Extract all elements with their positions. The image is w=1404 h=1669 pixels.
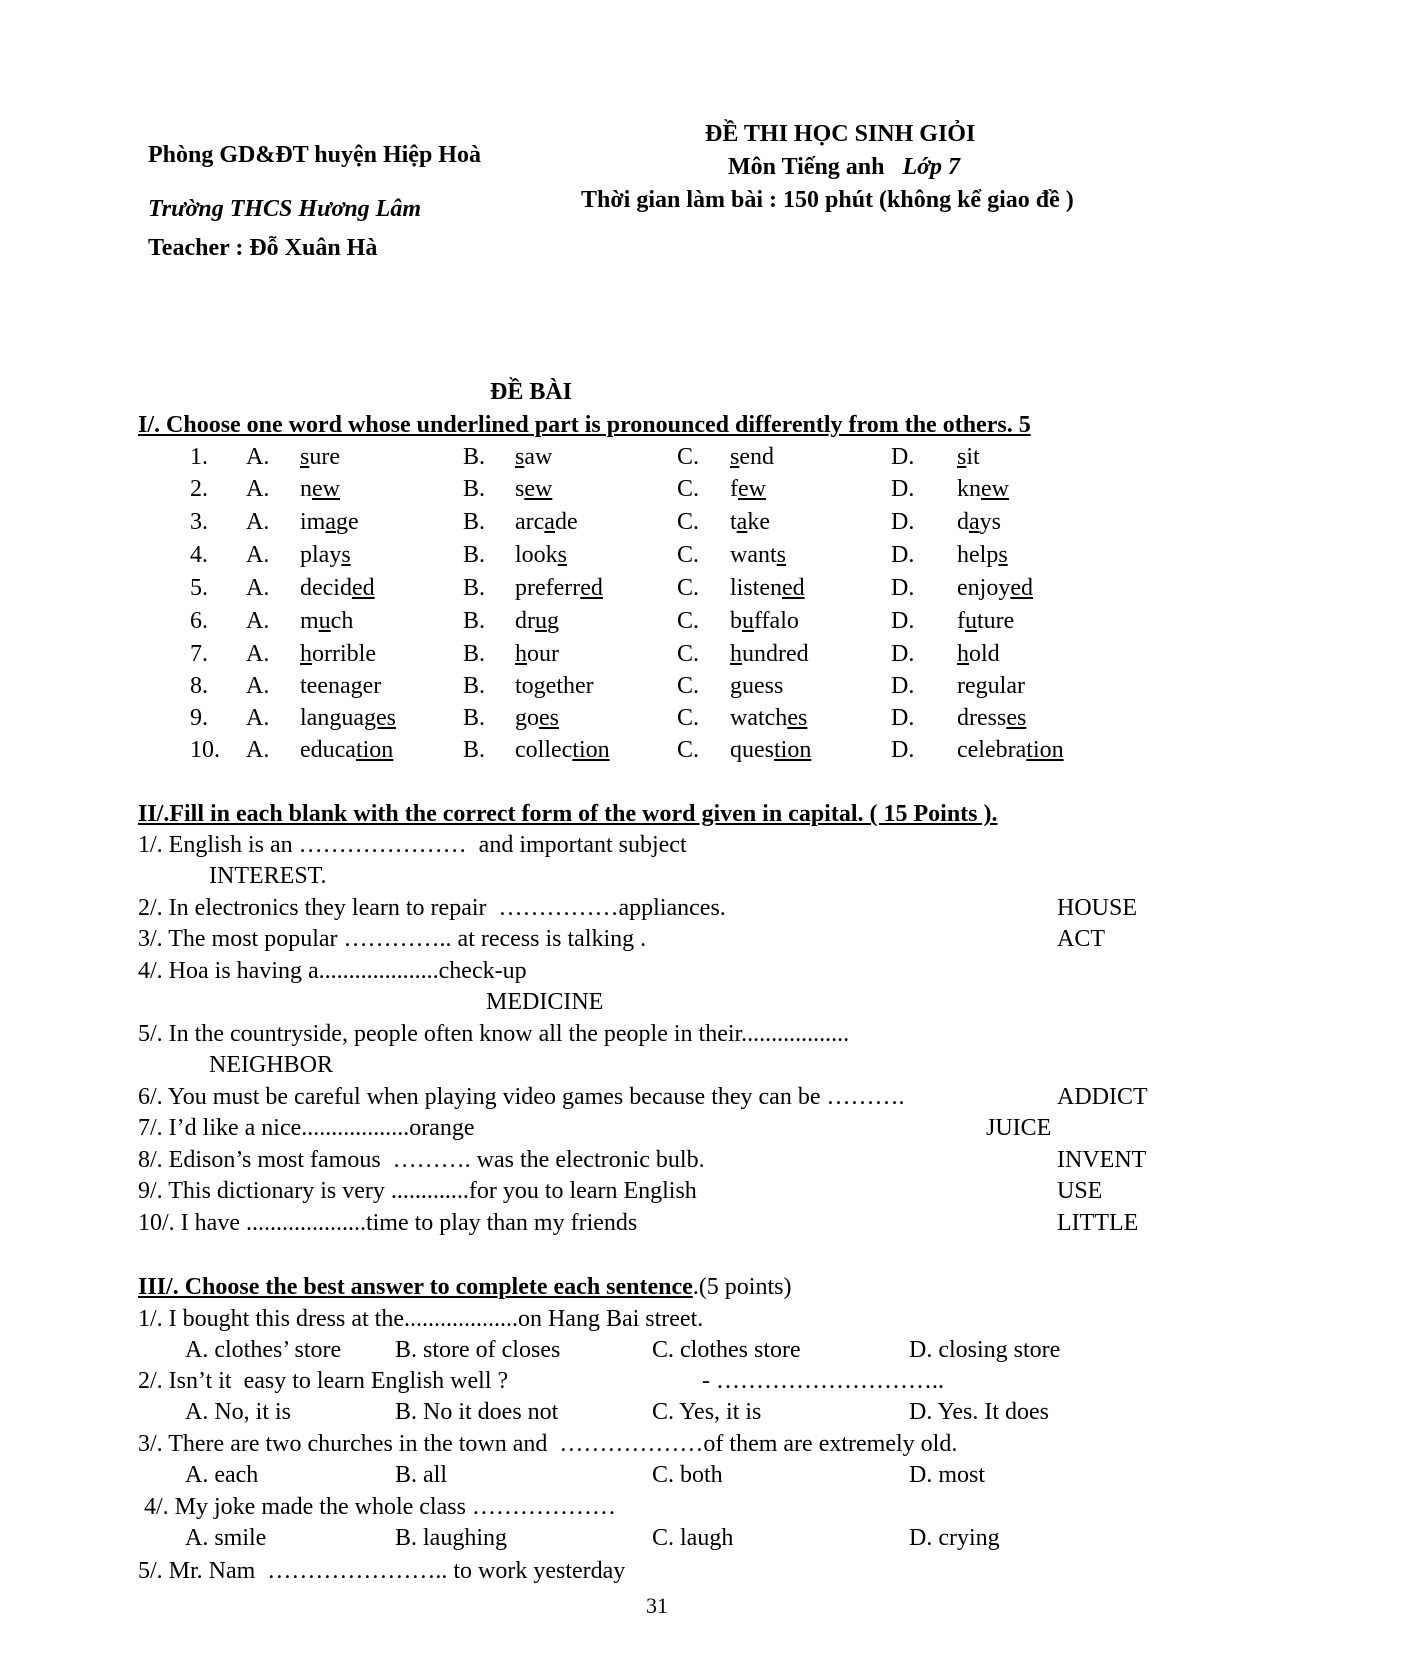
underlined-part: s <box>957 444 967 470</box>
word-suffix: orrible <box>312 641 376 667</box>
option-letter: B. <box>463 476 486 502</box>
question-text: 5/. Mr. Nam ………………….. to work yesterday <box>138 1558 626 1584</box>
question-number: 10. <box>190 737 220 763</box>
answer-option: A. No, it is <box>185 1399 292 1425</box>
option-letter: A. <box>246 705 270 731</box>
option-letter: C. <box>677 673 700 699</box>
answer-option: D. most <box>909 1462 986 1488</box>
grade-label: Lớp 7 <box>902 154 961 180</box>
option-letter: C. <box>677 509 700 535</box>
section3-title: III/. Choose the best answer to complete each sentence <box>138 1274 693 1300</box>
option-letter: A. <box>246 608 270 634</box>
option-letter: D. <box>891 737 915 763</box>
word-suffix: aw <box>524 444 553 470</box>
option-letter: C. <box>677 476 700 502</box>
option-word <box>300 510 359 534</box>
word-suffix: ge <box>336 509 359 535</box>
exam-subject <box>728 155 960 179</box>
word-suffix: er <box>362 673 382 699</box>
underlined-part: h <box>300 641 312 667</box>
option-word <box>300 642 376 666</box>
word-prefix: b <box>730 608 742 634</box>
question-number: 8. <box>190 673 208 699</box>
option-word <box>730 477 766 501</box>
word-suffix: end <box>739 444 774 470</box>
word-suffix: de <box>554 509 578 535</box>
option-letter: A. <box>246 476 270 502</box>
fill-blank-text: 1/. English is an ………………… and important subject <box>138 832 687 858</box>
option-letter: D. <box>891 509 915 535</box>
word-prefix: s <box>515 476 525 502</box>
underlined-part: s <box>341 542 351 568</box>
word-suffix: old <box>969 641 1000 667</box>
capital-word: USE <box>1057 1178 1103 1204</box>
underlined-part: ed <box>351 575 375 601</box>
answer-option: C. both <box>652 1462 723 1488</box>
option-word <box>515 477 552 501</box>
question-number: 9. <box>190 705 208 731</box>
word-prefix: enjoy <box>957 575 1011 601</box>
underlined-part: ed <box>580 575 603 601</box>
word-prefix: m <box>300 608 319 634</box>
underlined-part: g <box>350 673 363 699</box>
fill-blank-text: 2/. In electronics they learn to repair ……………appliances. <box>138 895 726 921</box>
underlined-part: s <box>557 542 568 568</box>
fill-blank-text: 9/. This dictionary is very .............for you to learn English <box>138 1178 697 1204</box>
question-number: 3. <box>190 509 208 535</box>
word-suffix: ys <box>979 509 1001 535</box>
answer-option: C. clothes store <box>652 1337 801 1363</box>
word-prefix: educa <box>300 737 356 763</box>
option-letter: B. <box>463 673 486 699</box>
word-prefix: look <box>515 542 558 568</box>
subject-label: Môn Tiếng anh <box>728 154 885 180</box>
fill-blank-text: INTEREST. <box>209 863 327 889</box>
option-word <box>957 642 1000 666</box>
option-letter: B. <box>463 641 486 667</box>
option-letter: D. <box>891 575 915 601</box>
underlined-part: g <box>975 673 988 699</box>
option-letter: D. <box>891 608 915 634</box>
underlined-part: ew <box>738 476 766 502</box>
section3-heading <box>138 1275 791 1299</box>
underlined-part: a <box>544 509 555 535</box>
option-letter: B. <box>463 575 486 601</box>
option-word <box>730 738 811 762</box>
word-suffix: ke <box>747 509 770 535</box>
option-word <box>730 609 799 633</box>
word-prefix: dress <box>957 705 1007 731</box>
question-number: 7. <box>190 641 208 667</box>
underlined-part: tion <box>355 737 394 763</box>
option-letter: D. <box>891 673 915 699</box>
word-prefix: play <box>300 542 342 568</box>
underlined-part: u <box>742 608 754 634</box>
answer-option: D. closing store <box>909 1337 1061 1363</box>
underlined-part: ew <box>524 476 553 502</box>
underlined-part: a <box>736 509 748 535</box>
option-letter: A. <box>246 673 270 699</box>
option-letter: B. <box>463 509 486 535</box>
word-prefix: im <box>300 509 326 535</box>
school-name: Trường THCS Hương Lâm <box>148 196 421 222</box>
word-suffix: ture <box>977 608 1015 634</box>
fill-blank-text: 6/. You must be careful when playing video games because they can be ………. <box>138 1084 905 1110</box>
capital-word: HOUSE <box>1057 895 1138 921</box>
capital-word: LITTLE <box>1057 1210 1139 1236</box>
underlined-part: s <box>515 444 525 470</box>
department-name: Phòng GD&ĐT huyện Hiệp Hoà <box>148 142 481 168</box>
word-prefix: help <box>957 542 999 568</box>
word-prefix: n <box>300 476 312 502</box>
exam-time: Thời gian làm bài : 150 phút (không kể giao đề ) <box>581 187 1074 213</box>
answer-option: A. each <box>185 1462 259 1488</box>
option-word <box>957 674 1025 698</box>
option-word <box>730 543 786 567</box>
fill-blank-text: NEIGHBOR <box>209 1052 333 1078</box>
exam-title: ĐỀ THI HỌC SINH GIỎI <box>705 121 976 147</box>
underlined-part: a <box>325 509 336 535</box>
option-letter: B. <box>463 705 486 731</box>
underlined-part: s <box>776 542 786 568</box>
option-letter: C. <box>677 542 700 568</box>
option-word <box>730 642 809 666</box>
word-prefix: want <box>730 542 777 568</box>
option-letter: C. <box>677 737 700 763</box>
option-word <box>730 706 807 730</box>
option-word <box>730 445 774 469</box>
answer-option: C. Yes, it is <box>652 1399 762 1425</box>
word-prefix: dr <box>515 608 535 634</box>
fill-blank-text: 5/. In the countryside, people often know all the people in their.................. <box>138 1021 850 1047</box>
option-word <box>300 609 353 633</box>
option-letter: C. <box>677 705 700 731</box>
question-number: 6. <box>190 608 208 634</box>
word-suffix: undred <box>742 641 809 667</box>
option-word <box>730 674 783 698</box>
capital-word: INVENT <box>1057 1147 1147 1173</box>
word-prefix: langua <box>300 705 364 731</box>
word-prefix: preferr <box>515 575 581 601</box>
answer-option: B. store of closes <box>395 1337 561 1363</box>
underlined-part: s <box>300 444 310 470</box>
option-word <box>957 706 1026 730</box>
capital-word: ADDICT <box>1057 1084 1148 1110</box>
teacher-name: Teacher : Đỗ Xuân Hà <box>148 235 378 261</box>
option-word <box>515 445 552 469</box>
word-suffix: ether <box>545 673 594 699</box>
word-prefix: arc <box>515 509 545 535</box>
word-prefix: f <box>957 608 965 634</box>
question-text: 4/. My joke made the whole class ……………… <box>138 1494 616 1520</box>
word-suffix: g <box>547 608 559 634</box>
option-word <box>730 576 805 600</box>
underlined-part: u <box>318 608 331 634</box>
word-prefix: listen <box>730 575 782 601</box>
option-letter: C. <box>677 641 700 667</box>
answer-option: D. crying <box>909 1525 1000 1551</box>
underlined-part: g <box>533 673 546 699</box>
section3-points: .(5 points) <box>692 1274 792 1300</box>
option-word <box>515 609 559 633</box>
fill-blank-text: 7/. I’d like a nice..................orange <box>138 1115 475 1141</box>
answer-option: C. laugh <box>652 1525 734 1551</box>
option-letter: A. <box>246 737 270 763</box>
option-letter: D. <box>891 641 915 667</box>
option-word <box>515 738 610 762</box>
option-letter: B. <box>463 608 486 634</box>
answer-option: B. laughing <box>395 1525 507 1551</box>
word-suffix: our <box>527 641 559 667</box>
option-letter: B. <box>463 542 486 568</box>
question-number: 5. <box>190 575 208 601</box>
underlined-part: es <box>1006 705 1027 731</box>
option-word <box>957 477 1009 501</box>
option-word <box>730 510 770 534</box>
word-suffix: ular <box>987 673 1025 699</box>
underlined-part: h <box>957 641 969 667</box>
option-word <box>300 576 375 600</box>
option-word <box>300 477 340 501</box>
underlined-part: es <box>787 705 808 731</box>
option-letter: A. <box>246 509 270 535</box>
option-word <box>957 510 1001 534</box>
answer-option: B. No it does not <box>395 1399 559 1425</box>
fill-blank-text: MEDICINE <box>486 989 604 1015</box>
option-word <box>957 609 1014 633</box>
answer-blank: - ……………………….. <box>702 1368 944 1394</box>
option-word <box>515 642 559 666</box>
underlined-part: ges <box>363 705 396 731</box>
option-word <box>957 738 1064 762</box>
question-text: 1/. I bought this dress at the...................on Hang Bai street. <box>138 1306 704 1332</box>
option-word <box>515 510 578 534</box>
capital-word: JUICE <box>986 1115 1052 1141</box>
underlined-part: ed <box>782 575 805 601</box>
underlined-part: ew <box>312 476 340 502</box>
option-letter: A. <box>246 444 270 470</box>
word-prefix: d <box>957 509 969 535</box>
question-text: 2/. Isn’t it easy to learn English well ? <box>138 1368 509 1394</box>
underlined-part: tion <box>774 737 812 763</box>
word-prefix: watch <box>730 705 788 731</box>
word-suffix: ch <box>330 608 354 634</box>
option-letter: D. <box>891 476 915 502</box>
answer-option: A. smile <box>185 1525 267 1551</box>
underlined-part: u <box>965 608 977 634</box>
underlined-part: u <box>535 608 547 634</box>
word-prefix: f <box>730 476 738 502</box>
word-prefix: t <box>730 509 737 535</box>
exam-heading: ĐỀ BÀI <box>490 379 573 405</box>
question-number: 1. <box>190 444 208 470</box>
underlined-part: s <box>998 542 1008 568</box>
underlined-part: es <box>539 705 559 731</box>
underlined-part: ew <box>981 476 1009 502</box>
answer-option: D. Yes. It does <box>909 1399 1050 1425</box>
option-word <box>515 576 603 600</box>
underlined-part: s <box>730 444 740 470</box>
word-prefix: collec <box>515 737 573 763</box>
question-number: 2. <box>190 476 208 502</box>
option-word <box>300 445 340 469</box>
capital-word: ACT <box>1057 926 1105 952</box>
underlined-part: h <box>730 641 742 667</box>
option-word <box>957 543 1008 567</box>
word-prefix: teena <box>300 673 351 699</box>
option-word <box>300 543 351 567</box>
option-letter: D. <box>891 705 915 731</box>
fill-blank-text: 4/. Hoa is having a....................check-up <box>138 958 527 984</box>
option-word <box>300 674 381 698</box>
word-suffix: ffalo <box>754 608 799 634</box>
word-suffix: ure <box>309 444 340 470</box>
word-prefix: go <box>515 705 539 731</box>
underlined-part: a <box>969 509 980 535</box>
word-suffix: it <box>966 444 980 470</box>
option-letter: B. <box>463 737 486 763</box>
fill-blank-text: 8/. Edison’s most famous ………. was the electronic bulb. <box>138 1147 705 1173</box>
fill-blank-text: 3/. The most popular ………….. at recess is talking . <box>138 926 647 952</box>
option-letter: D. <box>891 542 915 568</box>
section2-title: II/.Fill in each blank with the correct form of the word given in capital. ( 15 Points ). <box>138 801 998 827</box>
page-number: 31 <box>646 1593 668 1618</box>
option-word <box>957 445 980 469</box>
underlined-part: h <box>515 641 527 667</box>
word-prefix: celebra <box>957 737 1027 763</box>
word-prefix: kn <box>957 476 981 502</box>
option-word <box>957 576 1033 600</box>
option-letter: A. <box>246 641 270 667</box>
option-letter: B. <box>463 444 486 470</box>
word-prefix: to <box>515 673 534 699</box>
underlined-part: tion <box>1026 737 1064 763</box>
underlined-part: ed <box>1010 575 1033 601</box>
option-letter: C. <box>677 575 700 601</box>
option-letter: A. <box>246 542 270 568</box>
fill-blank-text: 10/. I have ....................time to play than my friends <box>138 1210 638 1236</box>
word-prefix: re <box>957 673 976 699</box>
option-letter: C. <box>677 444 700 470</box>
word-suffix: uess <box>742 673 784 699</box>
option-word <box>515 674 594 698</box>
section1-title: I/. Choose one word whose underlined part is pronounced differently from the others. 5 <box>138 412 1031 438</box>
word-prefix: ques <box>730 737 774 763</box>
underlined-part: g <box>730 673 742 699</box>
question-text: 3/. There are two churches in the town and ………………of them are extremely old. <box>138 1431 958 1457</box>
option-letter: D. <box>891 444 915 470</box>
option-letter: A. <box>246 575 270 601</box>
option-word <box>515 706 559 730</box>
answer-option: B. all <box>395 1462 447 1488</box>
answer-option: A. clothes’ store <box>185 1337 342 1363</box>
option-word <box>300 706 396 730</box>
word-prefix: decid <box>300 575 352 601</box>
underlined-part: tion <box>572 737 610 763</box>
option-letter: C. <box>677 608 700 634</box>
option-word <box>515 543 567 567</box>
question-number: 4. <box>190 542 208 568</box>
option-word <box>300 738 393 762</box>
